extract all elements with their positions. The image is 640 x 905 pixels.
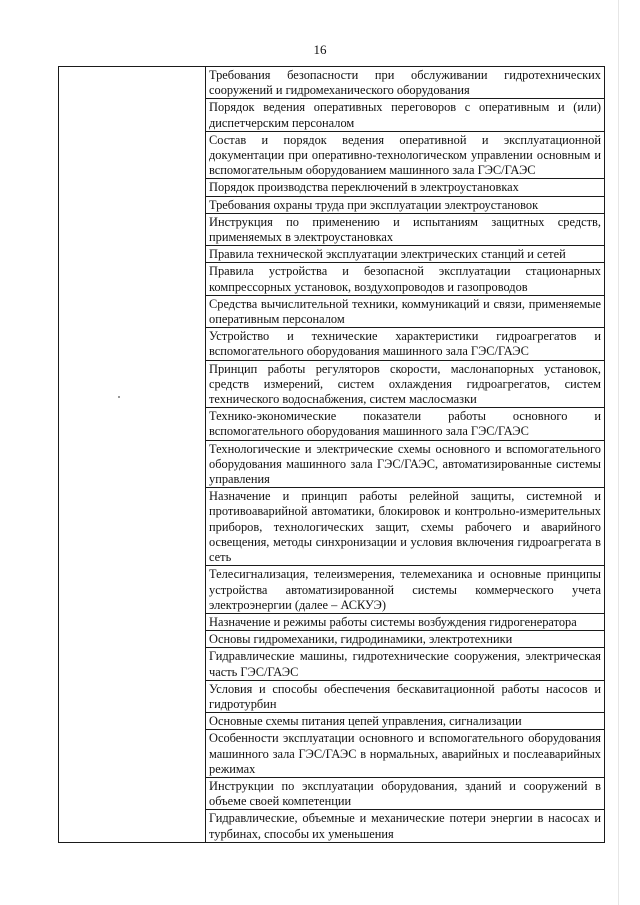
page-number: 16: [313, 42, 327, 57]
knowledge-item: Инструкция по применению и испытаниям защитных средств, применяемых в электроустановках: [206, 213, 605, 245]
knowledge-table-body: [59, 67, 605, 843]
knowledge-item: Особенности эксплуатации основного и вспомогательного оборудования машинного зала ГЭС/ГАЭС в нормальных, аварийных и послеаварийных режимах: [206, 730, 605, 778]
knowledge-item: Основные схемы питания цепей управления, сигнализации: [206, 713, 605, 730]
knowledge-item: Технико-экономические показатели работы основного и вспомогательного оборудования машинного зала ГЭС/ГАЭС: [206, 408, 605, 440]
page-edge: [618, 0, 619, 905]
knowledge-item: Основы гидромеханики, гидродинамики, электротехники: [206, 631, 605, 648]
knowledge-item: Принцип работы регуляторов скорости, маслонапорных установок, средств измерений, систем охлаждения гидроагрегатов, систем технического водоснабжения, систем маслосмазки: [206, 360, 605, 408]
empty-label-cell: [59, 67, 206, 843]
knowledge-item: Правила устройства и безопасной эксплуатации стационарных компрессорных установок, воздухопроводов и газопроводов: [206, 263, 605, 295]
knowledge-item: Порядок ведения оперативных переговоров с оперативным и (или) диспетчерским персоналом: [206, 99, 605, 131]
knowledge-item: Средства вычислительной техники, коммуникаций и связи, применяемые оперативным персоналом: [206, 295, 605, 327]
knowledge-item: Условия и способы обеспечения бескавитационной работы насосов и гидротурбин: [206, 680, 605, 712]
knowledge-item: Правила технической эксплуатации электрических станций и сетей: [206, 246, 605, 263]
knowledge-item: Назначение и принцип работы релейной защиты, системной и противоаварийной автоматики, блокировок и контрольно-измерительных приборов, технологических защит, схемы рабочего и аварийного освещения, методы синхронизации и условия включения гидроагрегата в сеть: [206, 488, 605, 566]
table-row: [59, 67, 605, 99]
knowledge-item: Инструкции по эксплуатации оборудования, зданий и сооружений в объеме своей компетенции: [206, 777, 605, 809]
knowledge-item: Устройство и технические характеристики гидроагрегатов и вспомогательного оборудования машинного зала ГЭС/ГАЭС: [206, 328, 605, 360]
knowledge-item: Требования безопасности при обслуживании гидротехнических сооружений и гидромеханического оборудования: [206, 67, 605, 99]
scan-speck: [118, 396, 120, 398]
knowledge-item: Технологические и электрические схемы основного и вспомогательного оборудования машинного зала ГЭС/ГАЭС, автоматизированные системы управления: [206, 440, 605, 488]
knowledge-item: Гидравлические машины, гидротехнические сооружения, электрическая часть ГЭС/ГАЭС: [206, 648, 605, 680]
knowledge-item: Состав и порядок ведения оперативной и эксплуатационной документации при оперативно-технологическом управлении основным и вспомогательным оборудованием машинного зала ГЭС/ГАЭС: [206, 131, 605, 179]
knowledge-item: Требования охраны труда при эксплуатации электроустановок: [206, 196, 605, 213]
knowledge-item: Назначение и режимы работы системы возбуждения гидрогенератора: [206, 613, 605, 630]
knowledge-item: Гидравлические, объемные и механические потери энергии в насосах и турбинах, способы их уменьшения: [206, 810, 605, 842]
knowledge-table: [58, 66, 605, 843]
knowledge-item: Порядок производства переключений в электроустановках: [206, 179, 605, 196]
knowledge-item: Телесигнализация, телеизмерения, телемеханика и основные принципы устройства автоматизированной системы коммерческого учета электроэнергии (далее – АСКУЭ): [206, 566, 605, 614]
